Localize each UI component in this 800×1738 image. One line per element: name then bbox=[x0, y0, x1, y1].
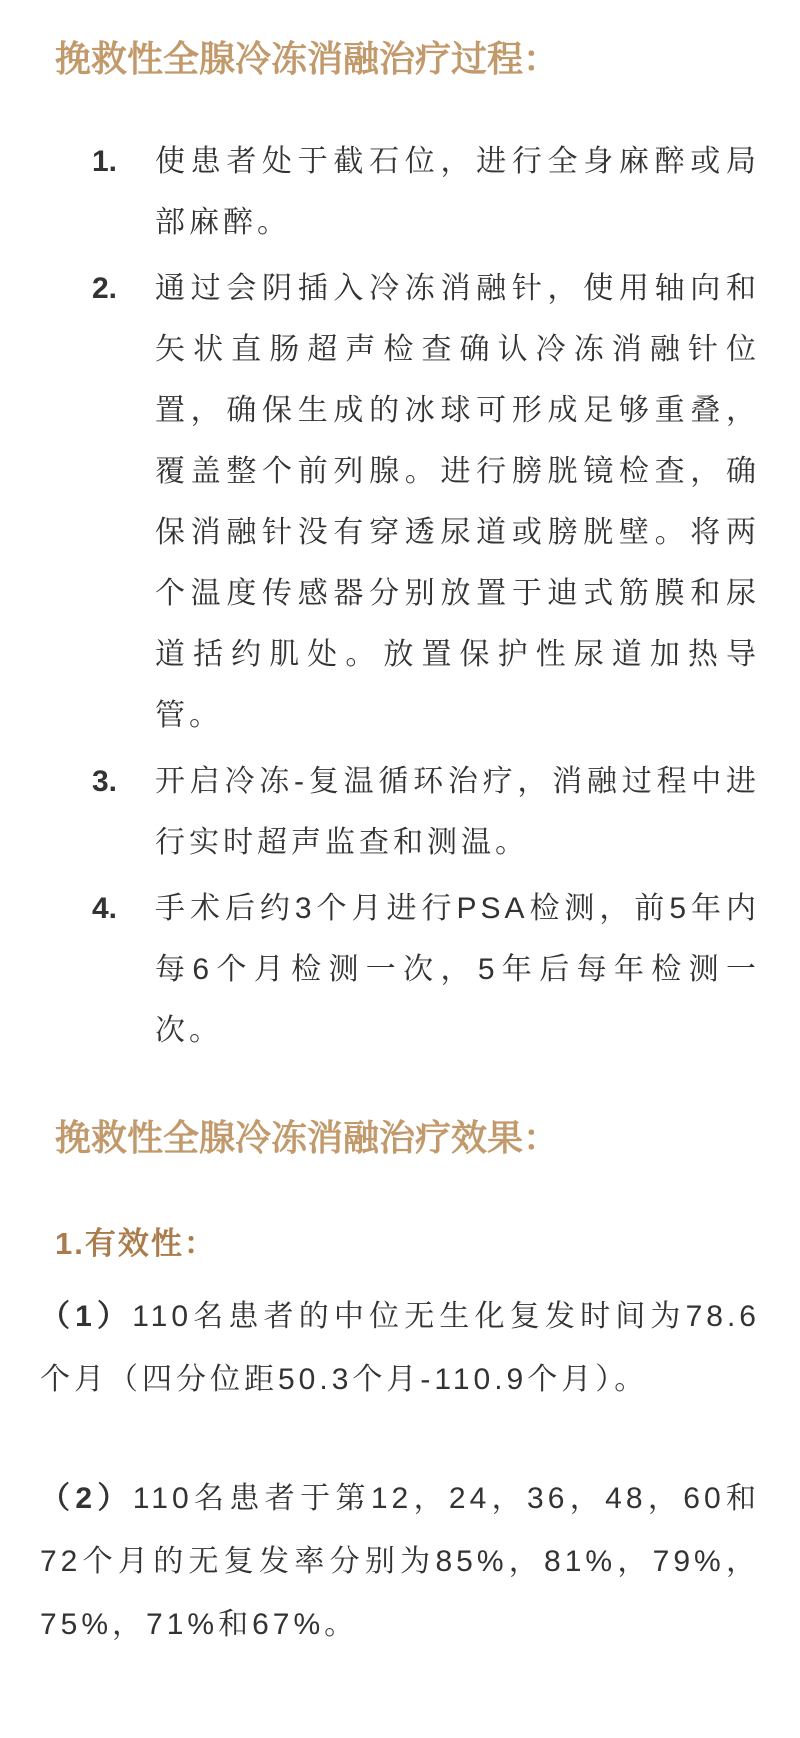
result-paragraph-1-label: （1） bbox=[40, 1299, 133, 1333]
procedure-list bbox=[92, 131, 760, 1061]
step-text: 开启冷冻-复温循环治疗，消融过程中进行实时超声监查和测温。 bbox=[155, 765, 760, 860]
step-text: 手术后约3个月进行PSA检测，前5年内每6个月检测一次，5年后每年检测一次。 bbox=[155, 892, 760, 1048]
step-number: 4. bbox=[92, 892, 118, 926]
result-paragraph-1-text: 110名患者的中位无生化复发时间为78.6个月（四分位距50.3个月-110.9个月）。 bbox=[40, 1299, 760, 1396]
step-number: 1. bbox=[92, 145, 118, 179]
procedure-step-1 bbox=[92, 131, 760, 253]
step-text: 使患者处于截石位，进行全身麻醉或局部麻醉。 bbox=[155, 145, 760, 240]
results-section-heading: 挽救性全腺冷冻消融治疗效果： bbox=[55, 1118, 560, 1159]
step-number: 3. bbox=[92, 765, 118, 799]
step-number: 2. bbox=[92, 272, 118, 306]
procedure-step-3 bbox=[92, 751, 760, 873]
effectiveness-subheading: 1.有效性： bbox=[55, 1226, 217, 1262]
result-paragraph-1 bbox=[40, 1285, 760, 1411]
procedure-step-4 bbox=[92, 878, 760, 1061]
result-paragraph-2-text: 110名患者于第12，24，36，48，60和72个月的无复发率分别为85%，81%，79%，75%，71%和67%。 bbox=[40, 1481, 760, 1641]
procedure-step-2 bbox=[92, 258, 760, 746]
result-paragraph-2 bbox=[40, 1467, 760, 1656]
step-text: 通过会阴插入冷冻消融针，使用轴向和矢状直肠超声检查确认冷冻消融针位置，确保生成的冰球可形成足够重叠，覆盖整个前列腺。进行膀胱镜检查，确保消融针没有穿透尿道或膀胱壁。将两个温度传感器分别放置于迪式筋膜和尿道括约肌处。放置保护性尿道加热导管。 bbox=[155, 272, 760, 733]
process-section-heading: 挽救性全腺冷冻消融治疗过程： bbox=[55, 39, 560, 79]
result-paragraph-2-label: （2） bbox=[40, 1481, 133, 1515]
